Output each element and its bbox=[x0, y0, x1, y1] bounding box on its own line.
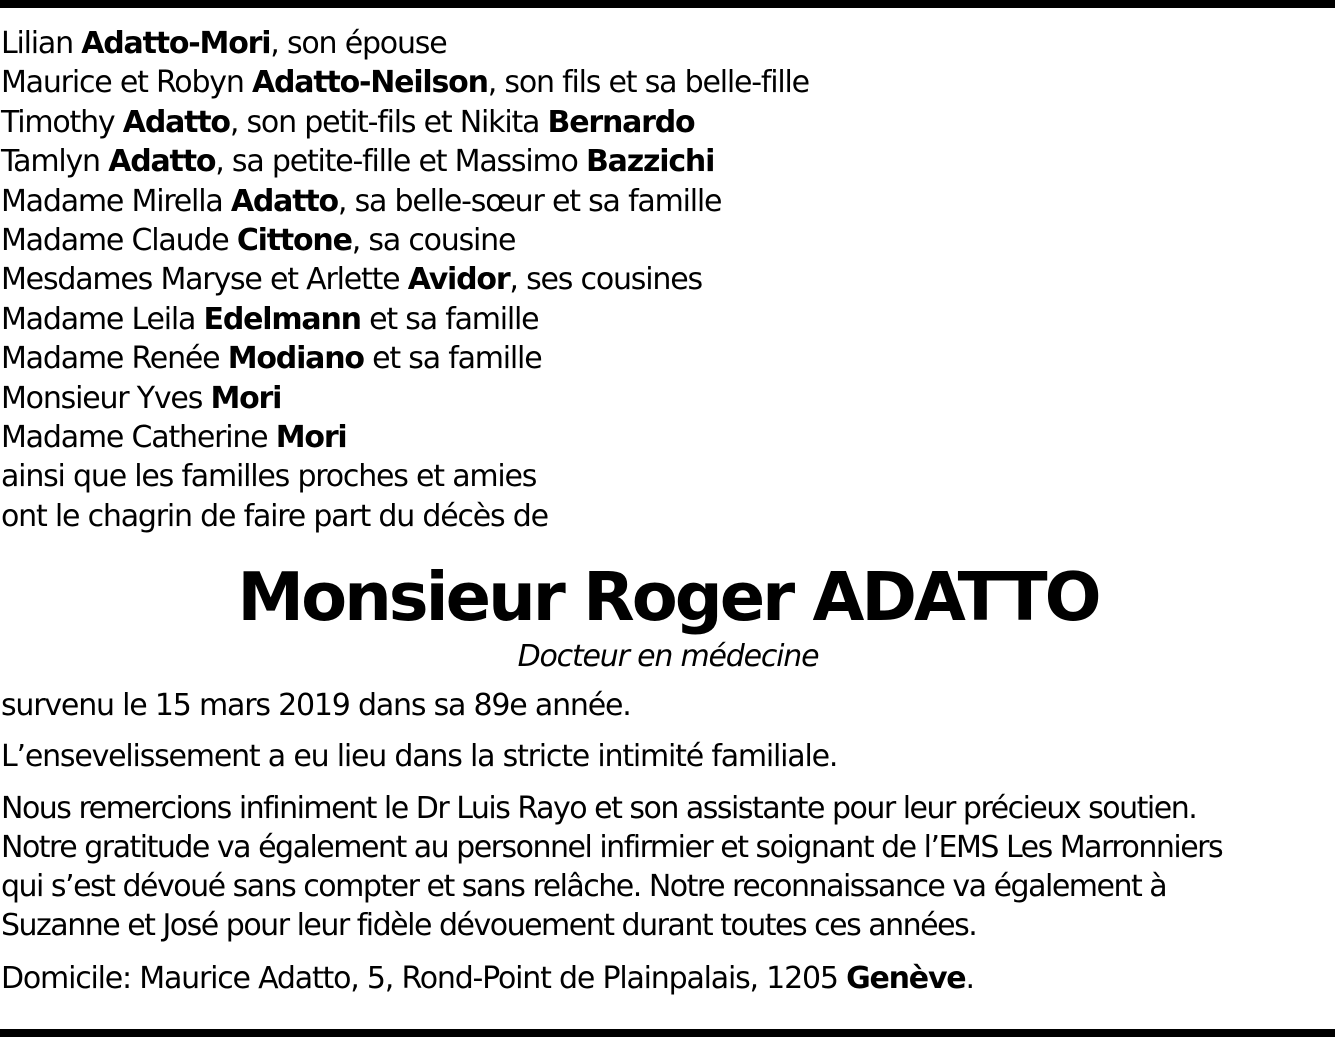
bottom-rule bbox=[0, 1029, 1335, 1037]
burial-notice: L’ensevelissement a eu lieu dans la stricte intimité familiale. bbox=[1, 739, 838, 774]
family-line: ont le chagrin de faire part du décès de bbox=[1, 498, 548, 534]
domicile-line: Domicile: Maurice Adatto, 5, Rond-Point de Plainpalais, 1205 Genève. bbox=[1, 961, 974, 996]
domicile-city: Genève bbox=[846, 961, 966, 996]
domicile-address: Domicile: Maurice Adatto, 5, Rond-Point de Plainpalais, 1205 bbox=[1, 961, 847, 996]
family-line: Madame Claude Cittone, sa cousine bbox=[1, 222, 516, 258]
death-notice: survenu le 15 mars 2019 dans sa 89e année. bbox=[1, 688, 631, 723]
family-line: Maurice et Robyn Adatto-Neilson, son fils et sa belle-fille bbox=[1, 65, 809, 101]
family-line: Madame Catherine Mori bbox=[1, 419, 347, 455]
family-line: Tamlyn Adatto, sa petite-fille et Massimo Bazzichi bbox=[1, 144, 715, 180]
deceased-title: Docteur en médecine bbox=[517, 639, 819, 674]
top-rule bbox=[0, 0, 1335, 8]
thanks-paragraph bbox=[1, 789, 1222, 945]
thanks-line: qui s’est dévoué sans compter et sans relâche. Notre reconnaissance va également à bbox=[1, 869, 1167, 904]
deceased-name: Monsieur Roger ADATTO bbox=[237, 558, 1099, 636]
thanks-line: Suzanne et José pour leur fidèle dévouement durant toutes ces années. bbox=[1, 908, 977, 943]
thanks-line: Nous remercions infiniment le Dr Luis Rayo et son assistante pour leur précieux soutien. bbox=[1, 791, 1197, 826]
family-line: Monsieur Yves Mori bbox=[1, 380, 282, 416]
family-line: Timothy Adatto, son petit-fils et Nikita Bernardo bbox=[1, 104, 695, 140]
family-line: Lilian Adatto-Mori, son épouse bbox=[1, 26, 447, 61]
family-line: Madame Mirella Adatto, sa belle-sœur et sa famille bbox=[1, 183, 722, 219]
family-line: Madame Leila Edelmann et sa famille bbox=[1, 301, 539, 337]
family-list bbox=[1, 24, 809, 536]
family-line: ainsi que les familles proches et amies bbox=[1, 459, 537, 495]
thanks-line: Notre gratitude va également au personnel infirmier et soignant de l’EMS Les Marronniers bbox=[1, 830, 1223, 865]
family-line: Mesdames Maryse et Arlette Avidor, ses cousines bbox=[1, 262, 702, 298]
family-line: Madame Renée Modiano et sa famille bbox=[1, 341, 542, 377]
